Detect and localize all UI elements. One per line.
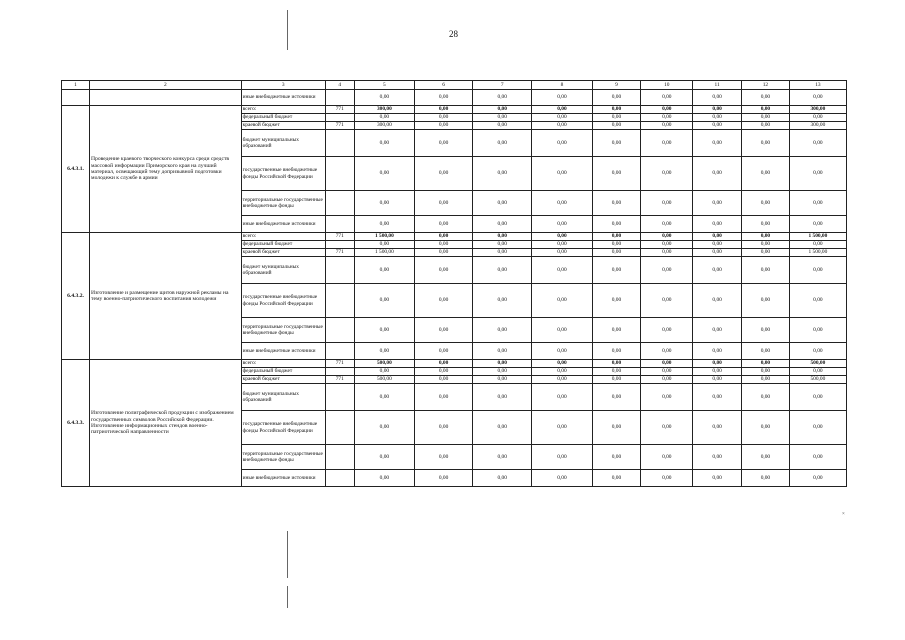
funding-source: федеральный бюджет: [241, 241, 325, 249]
value-cell: 0,00: [789, 191, 846, 216]
header-cell: 4: [325, 81, 354, 90]
value-cell: 0,00: [693, 241, 742, 249]
value-cell: 0,00: [415, 249, 473, 257]
value-cell: 0,00: [532, 157, 592, 191]
value-cell: 0,00: [354, 470, 414, 487]
value-cell: 1 500,00: [789, 233, 846, 241]
value-cell: 0,00: [532, 376, 592, 384]
value-cell: 0,00: [532, 360, 592, 368]
value-cell: 0,00: [415, 376, 473, 384]
header-cell: 6: [415, 81, 473, 90]
value-cell: 0,00: [473, 384, 532, 411]
value-cell: 0,00: [532, 445, 592, 470]
value-cell: 0,00: [473, 130, 532, 157]
value-cell: 0,00: [693, 114, 742, 122]
value-cell: 0,00: [693, 106, 742, 114]
value-cell: 0,00: [415, 90, 473, 106]
value-cell: 0,00: [473, 233, 532, 241]
value-cell: 0,00: [592, 470, 641, 487]
value-cell: 0,00: [473, 191, 532, 216]
value-cell: 300,00: [354, 122, 414, 130]
header-cell: 13: [789, 81, 846, 90]
value-cell: 500,00: [354, 376, 414, 384]
funding-source: краевой бюджет: [241, 249, 325, 257]
value-cell: 0,00: [415, 157, 473, 191]
value-cell: 0,00: [742, 157, 790, 191]
value-cell: 0,00: [693, 384, 742, 411]
budget-code: [325, 191, 354, 216]
funding-source: всего:: [241, 233, 325, 241]
value-cell: 0,00: [532, 284, 592, 318]
empty-cell: [325, 90, 354, 106]
value-cell: 0,00: [742, 368, 790, 376]
value-cell: 0,00: [592, 257, 641, 284]
section-code: 6.4.3.3.: [62, 360, 90, 487]
value-cell: 300,00: [789, 106, 846, 114]
value-cell: 0,00: [532, 241, 592, 249]
section-code: 6.4.3.1.: [62, 106, 90, 233]
budget-code: [325, 114, 354, 122]
budget-code: 771: [325, 122, 354, 130]
value-cell: 0,00: [789, 343, 846, 360]
value-cell: 0,00: [532, 130, 592, 157]
value-cell: 300,00: [354, 106, 414, 114]
value-cell: 0,00: [415, 114, 473, 122]
value-cell: 0,00: [592, 122, 641, 130]
header-cell: 2: [90, 81, 242, 90]
value-cell: 0,00: [415, 284, 473, 318]
value-cell: 0,00: [641, 470, 693, 487]
budget-code: [325, 411, 354, 445]
value-cell: 0,00: [473, 122, 532, 130]
value-cell: 0,00: [473, 284, 532, 318]
value-cell: 0,00: [473, 157, 532, 191]
value-cell: 0,00: [742, 318, 790, 343]
value-cell: 0,00: [532, 90, 592, 106]
section-title: Изготовление и размещение щитов наружной рекламы на тему военно-патриотического воспитания молодежи: [90, 233, 242, 360]
value-cell: 0,00: [742, 445, 790, 470]
value-cell: 0,00: [354, 343, 414, 360]
funding-source: государственные внебюджетные фонды Российской Федерации: [241, 284, 325, 318]
value-cell: 0,00: [693, 376, 742, 384]
budget-code: [325, 318, 354, 343]
value-cell: 0,00: [641, 411, 693, 445]
value-cell: 0,00: [592, 157, 641, 191]
budget-code: [325, 384, 354, 411]
value-cell: 0,00: [742, 284, 790, 318]
value-cell: 0,00: [473, 411, 532, 445]
value-cell: 0,00: [789, 257, 846, 284]
value-cell: 0,00: [641, 343, 693, 360]
value-cell: 0,00: [693, 90, 742, 106]
value-cell: 0,00: [693, 411, 742, 445]
funding-source: государственные внебюджетные фонды Российской Федерации: [241, 157, 325, 191]
budget-code: [325, 343, 354, 360]
value-cell: 0,00: [693, 470, 742, 487]
funding-source: иные внебюджетные источники: [241, 216, 325, 233]
value-cell: 0,00: [532, 233, 592, 241]
header-cell: 8: [532, 81, 592, 90]
value-cell: 0,00: [641, 241, 693, 249]
value-cell: 0,00: [641, 368, 693, 376]
value-cell: 0,00: [592, 368, 641, 376]
budget-code: [325, 470, 354, 487]
value-cell: 0,00: [592, 216, 641, 233]
corner-mark: ×: [842, 512, 845, 517]
value-cell: 0,00: [742, 130, 790, 157]
value-cell: 0,00: [693, 343, 742, 360]
value-cell: 0,00: [592, 445, 641, 470]
value-cell: 0,00: [641, 376, 693, 384]
value-cell: 0,00: [354, 411, 414, 445]
value-cell: 0,00: [742, 249, 790, 257]
value-cell: 0,00: [742, 191, 790, 216]
budget-code: [325, 368, 354, 376]
value-cell: 0,00: [641, 384, 693, 411]
value-cell: 0,00: [354, 368, 414, 376]
value-cell: 0,00: [532, 257, 592, 284]
budget-code: [325, 445, 354, 470]
value-cell: 0,00: [532, 343, 592, 360]
value-cell: 0,00: [592, 106, 641, 114]
funding-source: территориальные государственные внебюджетные фонды: [241, 191, 325, 216]
header-cell: 11: [693, 81, 742, 90]
value-cell: 0,00: [693, 130, 742, 157]
value-cell: 0,00: [415, 318, 473, 343]
value-cell: 500,00: [789, 376, 846, 384]
funding-source: иные внебюджетные источники: [241, 90, 325, 106]
budget-code: 771: [325, 233, 354, 241]
value-cell: 0,00: [641, 216, 693, 233]
header-cell: 9: [592, 81, 641, 90]
value-cell: 0,00: [592, 343, 641, 360]
header-cell: 3: [241, 81, 325, 90]
value-cell: 0,00: [354, 157, 414, 191]
value-cell: 0,00: [592, 360, 641, 368]
value-cell: 0,00: [473, 318, 532, 343]
value-cell: 0,00: [641, 191, 693, 216]
value-cell: 0,00: [693, 445, 742, 470]
value-cell: 0,00: [473, 241, 532, 249]
section-title: Проведение краевого творческого конкурса среди средств массовой информации Приморского края на лучший материал, освещающий тему допризывной подготовки молодежи к службе в армии: [90, 106, 242, 233]
value-cell: 0,00: [641, 233, 693, 241]
value-cell: 0,00: [693, 157, 742, 191]
value-cell: 0,00: [641, 122, 693, 130]
value-cell: 0,00: [641, 318, 693, 343]
value-cell: 0,00: [532, 384, 592, 411]
value-cell: 0,00: [592, 191, 641, 216]
value-cell: 0,00: [473, 376, 532, 384]
value-cell: 0,00: [473, 360, 532, 368]
table-row: [62, 233, 847, 241]
value-cell: 0,00: [789, 384, 846, 411]
value-cell: 0,00: [532, 318, 592, 343]
value-cell: 0,00: [532, 411, 592, 445]
page-number: 28: [449, 29, 458, 39]
value-cell: 1 500,00: [789, 249, 846, 257]
value-cell: 0,00: [532, 106, 592, 114]
value-cell: 0,00: [532, 368, 592, 376]
value-cell: 0,00: [592, 249, 641, 257]
value-cell: 500,00: [354, 360, 414, 368]
value-cell: 0,00: [473, 106, 532, 114]
empty-cell: [62, 90, 90, 106]
funding-table: [61, 80, 847, 487]
binding-line-bottom: [287, 531, 288, 578]
header-cell: 1: [62, 81, 90, 90]
value-cell: 0,00: [354, 90, 414, 106]
value-cell: 0,00: [473, 368, 532, 376]
value-cell: 0,00: [473, 216, 532, 233]
value-cell: 0,00: [789, 216, 846, 233]
value-cell: 0,00: [742, 376, 790, 384]
value-cell: 0,00: [789, 411, 846, 445]
value-cell: 0,00: [473, 470, 532, 487]
funding-source: бюджет муниципальных образований: [241, 384, 325, 411]
value-cell: 0,00: [742, 90, 790, 106]
value-cell: 0,00: [532, 122, 592, 130]
value-cell: 0,00: [693, 360, 742, 368]
section-code: 6.4.3.2.: [62, 233, 90, 360]
value-cell: 0,00: [742, 233, 790, 241]
value-cell: 0,00: [592, 318, 641, 343]
value-cell: 0,00: [354, 114, 414, 122]
value-cell: 0,00: [789, 318, 846, 343]
value-cell: 0,00: [354, 257, 414, 284]
value-cell: 0,00: [742, 106, 790, 114]
value-cell: 0,00: [742, 257, 790, 284]
value-cell: 0,00: [415, 343, 473, 360]
section-title: Изготовление полиграфической продукции с изображением государственных символов Российской Федерации. Изготовление информационных стендов военно-патриотической направленности: [90, 360, 242, 487]
value-cell: 0,00: [641, 106, 693, 114]
budget-code: 771: [325, 376, 354, 384]
value-cell: 0,00: [789, 368, 846, 376]
value-cell: 0,00: [473, 90, 532, 106]
value-cell: 0,00: [693, 216, 742, 233]
value-cell: 0,00: [641, 284, 693, 318]
value-cell: 0,00: [592, 130, 641, 157]
value-cell: 0,00: [415, 470, 473, 487]
value-cell: 0,00: [693, 318, 742, 343]
value-cell: 0,00: [415, 411, 473, 445]
funding-source: территориальные государственные внебюджетные фонды: [241, 445, 325, 470]
funding-source: всего:: [241, 360, 325, 368]
value-cell: 0,00: [693, 257, 742, 284]
value-cell: 0,00: [641, 445, 693, 470]
value-cell: 0,00: [641, 257, 693, 284]
value-cell: 0,00: [532, 249, 592, 257]
value-cell: 0,00: [415, 233, 473, 241]
value-cell: 0,00: [742, 122, 790, 130]
value-cell: 1 500,00: [354, 249, 414, 257]
budget-code: 771: [325, 249, 354, 257]
value-cell: 0,00: [473, 343, 532, 360]
value-cell: 0,00: [641, 249, 693, 257]
value-cell: 0,00: [532, 470, 592, 487]
value-cell: 0,00: [415, 216, 473, 233]
funding-source: бюджет муниципальных образований: [241, 130, 325, 157]
value-cell: 0,00: [789, 90, 846, 106]
budget-code: [325, 241, 354, 249]
value-cell: 0,00: [789, 241, 846, 249]
value-cell: 0,00: [354, 191, 414, 216]
budget-code: [325, 216, 354, 233]
value-cell: 0,00: [742, 343, 790, 360]
budget-code: [325, 284, 354, 318]
budget-code: [325, 157, 354, 191]
value-cell: 0,00: [641, 157, 693, 191]
value-cell: 0,00: [742, 384, 790, 411]
value-cell: 0,00: [789, 157, 846, 191]
value-cell: 0,00: [473, 257, 532, 284]
value-cell: 0,00: [354, 284, 414, 318]
empty-cell: [90, 90, 242, 106]
value-cell: 0,00: [415, 384, 473, 411]
value-cell: 0,00: [742, 114, 790, 122]
value-cell: 500,00: [789, 360, 846, 368]
funding-source: федеральный бюджет: [241, 368, 325, 376]
table-row: [62, 106, 847, 114]
value-cell: 0,00: [789, 130, 846, 157]
value-cell: 0,00: [742, 241, 790, 249]
value-cell: 0,00: [592, 384, 641, 411]
value-cell: 0,00: [742, 470, 790, 487]
value-cell: 0,00: [415, 257, 473, 284]
value-cell: 0,00: [415, 360, 473, 368]
value-cell: 0,00: [415, 122, 473, 130]
value-cell: 0,00: [532, 216, 592, 233]
value-cell: 0,00: [354, 216, 414, 233]
value-cell: 0,00: [592, 241, 641, 249]
value-cell: 0,00: [789, 470, 846, 487]
value-cell: 0,00: [532, 191, 592, 216]
header-cell: 5: [354, 81, 414, 90]
value-cell: 0,00: [415, 191, 473, 216]
value-cell: 0,00: [789, 284, 846, 318]
funding-source: краевой бюджет: [241, 376, 325, 384]
funding-source: территориальные государственные внебюджетные фонды: [241, 318, 325, 343]
value-cell: 0,00: [354, 130, 414, 157]
funding-source: бюджет муниципальных образований: [241, 257, 325, 284]
table-header-row: [62, 81, 847, 90]
value-cell: 300,00: [789, 122, 846, 130]
header-cell: 7: [473, 81, 532, 90]
value-cell: 0,00: [592, 233, 641, 241]
value-cell: 0,00: [693, 233, 742, 241]
funding-source: иные внебюджетные источники: [241, 343, 325, 360]
value-cell: 0,00: [641, 360, 693, 368]
header-cell: 12: [742, 81, 790, 90]
value-cell: 0,00: [693, 284, 742, 318]
value-cell: 0,00: [693, 191, 742, 216]
value-cell: 0,00: [415, 130, 473, 157]
value-cell: 0,00: [592, 114, 641, 122]
budget-code: 771: [325, 106, 354, 114]
value-cell: 0,00: [473, 114, 532, 122]
binding-line-top: [287, 10, 288, 50]
value-cell: 0,00: [742, 216, 790, 233]
value-cell: 0,00: [789, 445, 846, 470]
value-cell: 0,00: [354, 384, 414, 411]
funding-source: федеральный бюджет: [241, 114, 325, 122]
value-cell: 0,00: [592, 90, 641, 106]
value-cell: 0,00: [473, 445, 532, 470]
value-cell: 0,00: [592, 376, 641, 384]
value-cell: 0,00: [789, 114, 846, 122]
budget-code: [325, 130, 354, 157]
funding-source: всего:: [241, 106, 325, 114]
value-cell: 1 500,00: [354, 233, 414, 241]
value-cell: 0,00: [532, 114, 592, 122]
value-cell: 0,00: [415, 106, 473, 114]
value-cell: 0,00: [693, 249, 742, 257]
binding-line-bottom: [287, 586, 288, 608]
value-cell: 0,00: [693, 368, 742, 376]
table-row: [62, 360, 847, 368]
value-cell: 0,00: [592, 411, 641, 445]
value-cell: 0,00: [473, 249, 532, 257]
value-cell: 0,00: [592, 284, 641, 318]
value-cell: 0,00: [415, 368, 473, 376]
value-cell: 0,00: [742, 360, 790, 368]
value-cell: 0,00: [354, 241, 414, 249]
funding-source: краевой бюджет: [241, 122, 325, 130]
value-cell: 0,00: [354, 445, 414, 470]
value-cell: 0,00: [641, 90, 693, 106]
value-cell: 0,00: [742, 411, 790, 445]
value-cell: 0,00: [641, 130, 693, 157]
funding-source: государственные внебюджетные фонды Российской Федерации: [241, 411, 325, 445]
table-row: [62, 90, 847, 106]
value-cell: 0,00: [415, 241, 473, 249]
budget-code: 771: [325, 360, 354, 368]
funding-source: иные внебюджетные источники: [241, 470, 325, 487]
value-cell: 0,00: [693, 122, 742, 130]
budget-code: [325, 257, 354, 284]
value-cell: 0,00: [415, 445, 473, 470]
value-cell: 0,00: [354, 318, 414, 343]
value-cell: 0,00: [641, 114, 693, 122]
header-cell: 10: [641, 81, 693, 90]
